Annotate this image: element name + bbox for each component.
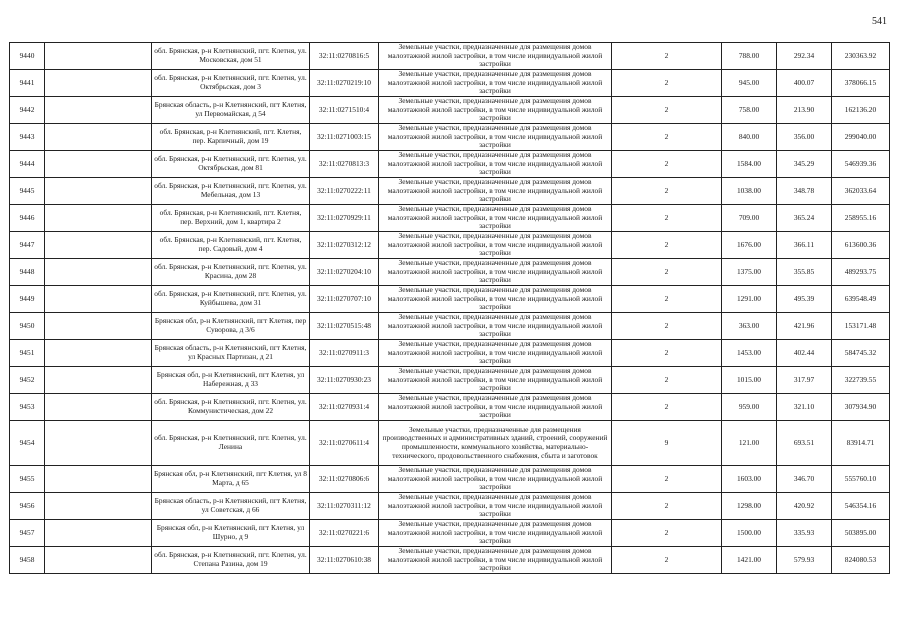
land-use-cell: Земельные участки, предназначенные для размещения домов малоэтажной жилой застройки, в том числе индивидуальной жилой застройки [379,466,612,493]
cadastral-number-cell: 32:11:0270931:4 [310,394,379,421]
use-group-cell: 2 [612,547,722,574]
use-group-cell: 2 [612,313,722,340]
cadastral-value-cell: 639548.49 [832,286,890,313]
row-number: 9444 [10,151,45,178]
cadastral-value-table [9,42,890,574]
cadastral-number-cell: 32:11:0270204:10 [310,259,379,286]
specific-value-cell: 421.96 [777,313,832,340]
spacer-cell [45,547,152,574]
row-number: 9445 [10,178,45,205]
spacer-cell [45,466,152,493]
table-row [10,124,890,151]
spacer-cell [45,70,152,97]
spacer-cell [45,259,152,286]
row-number: 9457 [10,520,45,547]
row-number: 9454 [10,421,45,466]
cadastral-value-cell: 613600.36 [832,232,890,259]
address-cell: Брянская область, р-н Клетнянский, пгт Клетня, ул Советская, д 66 [152,493,310,520]
specific-value-cell: 693.51 [777,421,832,466]
cadastral-number-cell: 32:11:0270707:10 [310,286,379,313]
cadastral-number-cell: 32:11:0270813:3 [310,151,379,178]
area-cell: 1603.00 [722,466,777,493]
use-group-cell: 2 [612,97,722,124]
cadastral-value-cell: 555760.10 [832,466,890,493]
table-row [10,493,890,520]
area-cell: 1676.00 [722,232,777,259]
specific-value-cell: 402.44 [777,340,832,367]
table-row [10,259,890,286]
address-cell: Брянская обл, р-н Клетнянский, пгт Клетня, ул 8 Марта, д 65 [152,466,310,493]
specific-value-cell: 355.85 [777,259,832,286]
address-cell: Брянская обл, р-н Клетнянский, пгт Клетня, пер Суворова, д 3/6 [152,313,310,340]
table-row [10,520,890,547]
use-group-cell: 2 [612,259,722,286]
spacer-cell [45,520,152,547]
row-number: 9449 [10,286,45,313]
row-number: 9442 [10,97,45,124]
area-cell: 1038.00 [722,178,777,205]
use-group-cell: 2 [612,70,722,97]
row-number: 9443 [10,124,45,151]
row-number: 9451 [10,340,45,367]
row-number: 9450 [10,313,45,340]
spacer-cell [45,313,152,340]
area-cell: 788.00 [722,43,777,70]
cadastral-number-cell: 32:11:0271510:4 [310,97,379,124]
row-number: 9453 [10,394,45,421]
cadastral-value-cell: 83914.71 [832,421,890,466]
address-cell: Брянская область, р-н Клетнянский, пгт Клетня, ул Первомайская, д 54 [152,97,310,124]
table-row [10,466,890,493]
table-row [10,151,890,178]
row-number: 9455 [10,466,45,493]
specific-value-cell: 495.39 [777,286,832,313]
address-cell: обл. Брянская, р-н Клетнянский, пгт. Клетня, ул. Степана Разина, дом 19 [152,547,310,574]
cadastral-value-cell: 824080.53 [832,547,890,574]
row-number: 9456 [10,493,45,520]
land-use-cell: Земельные участки, предназначенные для размещения домов малоэтажной жилой застройки, в том числе индивидуальной жилой застройки [379,340,612,367]
cadastral-value-cell: 503895.00 [832,520,890,547]
spacer-cell [45,205,152,232]
specific-value-cell: 317.97 [777,367,832,394]
table-row [10,178,890,205]
cadastral-number-cell: 32:11:0270929:11 [310,205,379,232]
cadastral-number-cell: 32:11:0270311:12 [310,493,379,520]
address-cell: Брянская обл, р-н Клетнянский, пгт Клетня, ул Набережная, д 33 [152,367,310,394]
spacer-cell [45,151,152,178]
specific-value-cell: 348.78 [777,178,832,205]
area-cell: 1298.00 [722,493,777,520]
land-use-cell: Земельные участки, предназначенные для размещения домов малоэтажной жилой застройки, в том числе индивидуальной жилой застройки [379,232,612,259]
cadastral-value-cell: 162136.20 [832,97,890,124]
address-cell: обл. Брянская, р-н Клетнянский, пгт. Клетня, пер. Верхний, дом 1, квартира 2 [152,205,310,232]
land-use-cell: Земельные участки, предназначенные для размещения домов малоэтажной жилой застройки, в том числе индивидуальной жилой застройки [379,259,612,286]
row-number: 9440 [10,43,45,70]
row-number: 9452 [10,367,45,394]
land-use-cell: Земельные участки, предназначенные для размещения домов малоэтажной жилой застройки, в том числе индивидуальной жилой застройки [379,205,612,232]
cadastral-value-cell: 307934.90 [832,394,890,421]
table-row [10,205,890,232]
specific-value-cell: 400.07 [777,70,832,97]
area-cell: 1584.00 [722,151,777,178]
cadastral-value-cell: 489293.75 [832,259,890,286]
use-group-cell: 2 [612,151,722,178]
row-number: 9441 [10,70,45,97]
cadastral-value-cell: 258955.16 [832,205,890,232]
land-use-cell: Земельные участки, предназначенные для размещения домов малоэтажной жилой застройки, в том числе индивидуальной жилой застройки [379,493,612,520]
land-use-cell: Земельные участки, предназначенные для размещения домов малоэтажной жилой застройки, в том числе индивидуальной жилой застройки [379,547,612,574]
address-cell: обл. Брянская, р-н Клетнянский, пгт. Клетня, ул. Ленина [152,421,310,466]
specific-value-cell: 579.93 [777,547,832,574]
specific-value-cell: 420.92 [777,493,832,520]
area-cell: 959.00 [722,394,777,421]
table-row [10,340,890,367]
table-row [10,286,890,313]
table-row [10,70,890,97]
cadastral-number-cell: 32:11:0270219:10 [310,70,379,97]
address-cell: обл. Брянская, р-н Клетнянский, пгт. Клетня, ул. Красина, дом 28 [152,259,310,286]
use-group-cell: 2 [612,340,722,367]
cadastral-number-cell: 32:11:0270610:38 [310,547,379,574]
address-cell: обл. Брянская, р-н Клетнянский, пгт. Клетня, ул. Куйбышева, дом 31 [152,286,310,313]
row-number: 9448 [10,259,45,286]
cadastral-number-cell: 32:11:0270806:6 [310,466,379,493]
use-group-cell: 2 [612,520,722,547]
spacer-cell [45,178,152,205]
cadastral-number-cell: 32:11:0270312:12 [310,232,379,259]
land-use-cell: Земельные участки, предназначенные для размещения домов малоэтажной жилой застройки, в том числе индивидуальной жилой застройки [379,178,612,205]
spacer-cell [45,124,152,151]
use-group-cell: 2 [612,178,722,205]
table-row [10,421,890,466]
table-row [10,394,890,421]
use-group-cell: 2 [612,466,722,493]
cadastral-value-cell: 322739.55 [832,367,890,394]
address-cell: обл. Брянская, р-н Клетнянский, пгт. Клетня, пер. Садовый, дом 4 [152,232,310,259]
area-cell: 1453.00 [722,340,777,367]
address-cell: обл. Брянская, р-н Клетнянский, пгт. Клетня, ул. Мебельная, дом 13 [152,178,310,205]
address-cell: обл. Брянская, р-н Клетнянский, пгт. Клетня, пер. Карпичный, дом 19 [152,124,310,151]
use-group-cell: 2 [612,43,722,70]
spacer-cell [45,340,152,367]
cadastral-value-cell: 153171.48 [832,313,890,340]
cadastral-number-cell: 32:11:0271003:15 [310,124,379,151]
spacer-cell [45,421,152,466]
cadastral-value-cell: 546354.16 [832,493,890,520]
cadastral-value-cell: 362033.64 [832,178,890,205]
area-cell: 709.00 [722,205,777,232]
cadastral-value-cell: 584745.32 [832,340,890,367]
use-group-cell: 2 [612,493,722,520]
use-group-cell: 9 [612,421,722,466]
spacer-cell [45,394,152,421]
land-use-cell: Земельные участки, предназначенные для размещения домов малоэтажной жилой застройки, в том числе индивидуальной жилой застройки [379,151,612,178]
area-cell: 1015.00 [722,367,777,394]
cadastral-value-cell: 378066.15 [832,70,890,97]
cadastral-value-cell: 299040.00 [832,124,890,151]
spacer-cell [45,97,152,124]
page-number: 541 [872,16,887,27]
area-cell: 840.00 [722,124,777,151]
row-number: 9447 [10,232,45,259]
use-group-cell: 2 [612,394,722,421]
area-cell: 1375.00 [722,259,777,286]
address-cell: Брянская обл, р-н Клетнянский, пгт Клетня, ул Шурно, д 9 [152,520,310,547]
table-row [10,313,890,340]
area-cell: 1291.00 [722,286,777,313]
cadastral-number-cell: 32:11:0270222:11 [310,178,379,205]
land-use-cell: Земельные участки, предназначенные для размещения домов малоэтажной жилой застройки, в том числе индивидуальной жилой застройки [379,313,612,340]
land-use-cell: Земельные участки, предназначенные для размещения производственных и административных зданий, строений, сооружений промышленности, коммунального хозяйства, материально-технического, продовольственного снабжения, сбыта и заготовок [379,421,612,466]
cadastral-value-cell: 230363.92 [832,43,890,70]
specific-value-cell: 213.90 [777,97,832,124]
specific-value-cell: 292.34 [777,43,832,70]
cadastral-number-cell: 32:11:0270816:5 [310,43,379,70]
cadastral-value-cell: 546939.36 [832,151,890,178]
specific-value-cell: 356.00 [777,124,832,151]
cadastral-number-cell: 32:11:0270911:3 [310,340,379,367]
specific-value-cell: 321.10 [777,394,832,421]
specific-value-cell: 346.70 [777,466,832,493]
specific-value-cell: 345.29 [777,151,832,178]
land-use-cell: Земельные участки, предназначенные для размещения домов малоэтажной жилой застройки, в том числе индивидуальной жилой застройки [379,97,612,124]
specific-value-cell: 335.93 [777,520,832,547]
land-use-cell: Земельные участки, предназначенные для размещения домов малоэтажной жилой застройки, в том числе индивидуальной жилой застройки [379,394,612,421]
land-use-cell: Земельные участки, предназначенные для размещения домов малоэтажной жилой застройки, в том числе индивидуальной жилой застройки [379,70,612,97]
table-row [10,97,890,124]
area-cell: 758.00 [722,97,777,124]
area-cell: 363.00 [722,313,777,340]
address-cell: обл. Брянская, р-н Клетнянский, пгт. Клетня, ул. Коммунистическая, дом 22 [152,394,310,421]
area-cell: 1500.00 [722,520,777,547]
row-number: 9458 [10,547,45,574]
table-row [10,232,890,259]
area-cell: 121.00 [722,421,777,466]
use-group-cell: 2 [612,286,722,313]
use-group-cell: 2 [612,205,722,232]
row-number: 9446 [10,205,45,232]
land-use-cell: Земельные участки, предназначенные для размещения домов малоэтажной жилой застройки, в том числе индивидуальной жилой застройки [379,286,612,313]
land-use-cell: Земельные участки, предназначенные для размещения домов малоэтажной жилой застройки, в том числе индивидуальной жилой застройки [379,124,612,151]
table-row [10,367,890,394]
table-row [10,547,890,574]
area-cell: 1421.00 [722,547,777,574]
spacer-cell [45,43,152,70]
table-row [10,43,890,70]
specific-value-cell: 365.24 [777,205,832,232]
spacer-cell [45,286,152,313]
cadastral-number-cell: 32:11:0270221:6 [310,520,379,547]
use-group-cell: 2 [612,367,722,394]
address-cell: Брянская область, р-н Клетнянский, пгт Клетня, ул Красных Партизан, д 21 [152,340,310,367]
land-use-cell: Земельные участки, предназначенные для размещения домов малоэтажной жилой застройки, в том числе индивидуальной жилой застройки [379,43,612,70]
cadastral-number-cell: 32:11:0270930:23 [310,367,379,394]
address-cell: обл. Брянская, р-н Клетнянский, пгт. Клетня, ул. Московская, дом 51 [152,43,310,70]
area-cell: 945.00 [722,70,777,97]
table-body [10,43,890,574]
spacer-cell [45,367,152,394]
spacer-cell [45,232,152,259]
cadastral-number-cell: 32:11:0270611:4 [310,421,379,466]
cadastral-number-cell: 32:11:0270515:48 [310,313,379,340]
specific-value-cell: 366.11 [777,232,832,259]
spacer-cell [45,493,152,520]
address-cell: обл. Брянская, р-н Клетнянский, пгт. Клетня, ул. Октябрьская, дом 81 [152,151,310,178]
land-use-cell: Земельные участки, предназначенные для размещения домов малоэтажной жилой застройки, в том числе индивидуальной жилой застройки [379,520,612,547]
use-group-cell: 2 [612,124,722,151]
address-cell: обл. Брянская, р-н Клетнянский, пгт. Клетня, ул. Октябрьская, дом 3 [152,70,310,97]
land-use-cell: Земельные участки, предназначенные для размещения домов малоэтажной жилой застройки, в том числе индивидуальной жилой застройки [379,367,612,394]
use-group-cell: 2 [612,232,722,259]
